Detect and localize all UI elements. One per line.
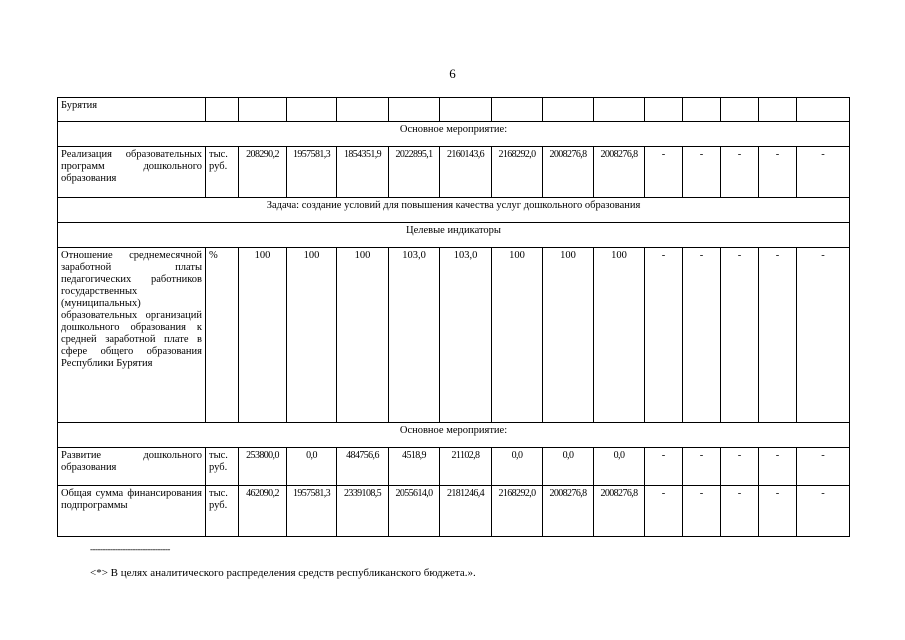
subprogram-table	[57, 97, 850, 537]
row-unit: %	[206, 248, 239, 423]
value-cell: 1957581,3	[287, 486, 337, 537]
value-cell: -	[683, 448, 721, 486]
value-cell: 2055614,0	[389, 486, 440, 537]
value-cell: 2160143,6	[440, 147, 492, 198]
value-cell: 100	[543, 248, 594, 423]
value-cell: 0,0	[594, 448, 645, 486]
page-number: 6	[449, 66, 456, 81]
value-cell: -	[645, 248, 683, 423]
value-cell: -	[759, 486, 797, 537]
table-row-section	[58, 198, 850, 223]
value-cell: 2008276,8	[543, 147, 594, 198]
section-heading: Основное мероприятие:	[58, 122, 850, 147]
value-cell: 0,0	[543, 448, 594, 486]
value-cell: -	[721, 248, 759, 423]
value-cell: -	[645, 448, 683, 486]
value-cell: 103,0	[389, 248, 440, 423]
value-cell: 2008276,8	[594, 486, 645, 537]
value-cell: 2168292,0	[492, 147, 543, 198]
value-cell: 1957581,3	[287, 147, 337, 198]
value-cell: 2022895,1	[389, 147, 440, 198]
value-cell: 484756,6	[337, 448, 389, 486]
value-cell: -	[759, 248, 797, 423]
table-row	[58, 147, 850, 198]
value-cell: 1854351,9	[337, 147, 389, 198]
table-row	[58, 486, 850, 537]
value-cell: 100	[239, 248, 287, 423]
task-heading: Задача: создание условий для повышения качества услуг дошкольного образования	[58, 198, 850, 223]
value-cell: -	[645, 147, 683, 198]
section-heading: Основное мероприятие:	[58, 423, 850, 448]
row-name: Развитие дошкольного образования	[58, 448, 206, 486]
value-cell: 0,0	[492, 448, 543, 486]
indicators-heading: Целевые индикаторы	[58, 223, 850, 248]
row-name: Отношение среднемесячной заработной платы педагогических работников государственных (муниципальных) образовательных организаций дошкольного образования к средней заработной плате в сфере общего образования Республики Бурятия	[58, 248, 206, 423]
table-row	[58, 448, 850, 486]
table-row-region	[58, 98, 850, 122]
value-cell: -	[645, 486, 683, 537]
row-unit: тыс. руб.	[206, 486, 239, 537]
footnote-text: <*> В целях аналитического распределения средств республиканского бюджета.».	[90, 567, 476, 579]
table-row-section	[58, 122, 850, 147]
value-cell: 2008276,8	[543, 486, 594, 537]
value-cell: -	[759, 147, 797, 198]
value-cell: 100	[337, 248, 389, 423]
value-cell: 253800,0	[239, 448, 287, 486]
value-cell: -	[683, 486, 721, 537]
row-name: Общая сумма финансирования подпрограммы	[58, 486, 206, 537]
row-unit: тыс. руб.	[206, 147, 239, 198]
value-cell: -	[683, 248, 721, 423]
table-row	[58, 248, 850, 423]
region-cell: Бурятия	[58, 98, 206, 122]
table-row-section	[58, 423, 850, 448]
value-cell: -	[721, 147, 759, 198]
value-cell: 208290,2	[239, 147, 287, 198]
table-row-section	[58, 223, 850, 248]
value-cell: -	[721, 448, 759, 486]
value-cell: 103,0	[440, 248, 492, 423]
value-cell: 2181246,4	[440, 486, 492, 537]
row-name: Реализация образовательных программ дошкольного образования	[58, 147, 206, 198]
value-cell: 100	[492, 248, 543, 423]
value-cell: -	[797, 448, 850, 486]
value-cell: 2008276,8	[594, 147, 645, 198]
value-cell: -	[797, 248, 850, 423]
value-cell: -	[759, 448, 797, 486]
value-cell: 462090,2	[239, 486, 287, 537]
value-cell: -	[721, 486, 759, 537]
value-cell: -	[683, 147, 721, 198]
value-cell: 100	[287, 248, 337, 423]
value-cell: 2168292,0	[492, 486, 543, 537]
value-cell: 2339108,5	[337, 486, 389, 537]
value-cell: -	[797, 147, 850, 198]
value-cell: 4518,9	[389, 448, 440, 486]
value-cell: 0,0	[287, 448, 337, 486]
footnote-separator: --------------------------------	[90, 544, 170, 554]
value-cell: 21102,8	[440, 448, 492, 486]
row-unit: тыс. руб.	[206, 448, 239, 486]
value-cell: 100	[594, 248, 645, 423]
value-cell: -	[797, 486, 850, 537]
